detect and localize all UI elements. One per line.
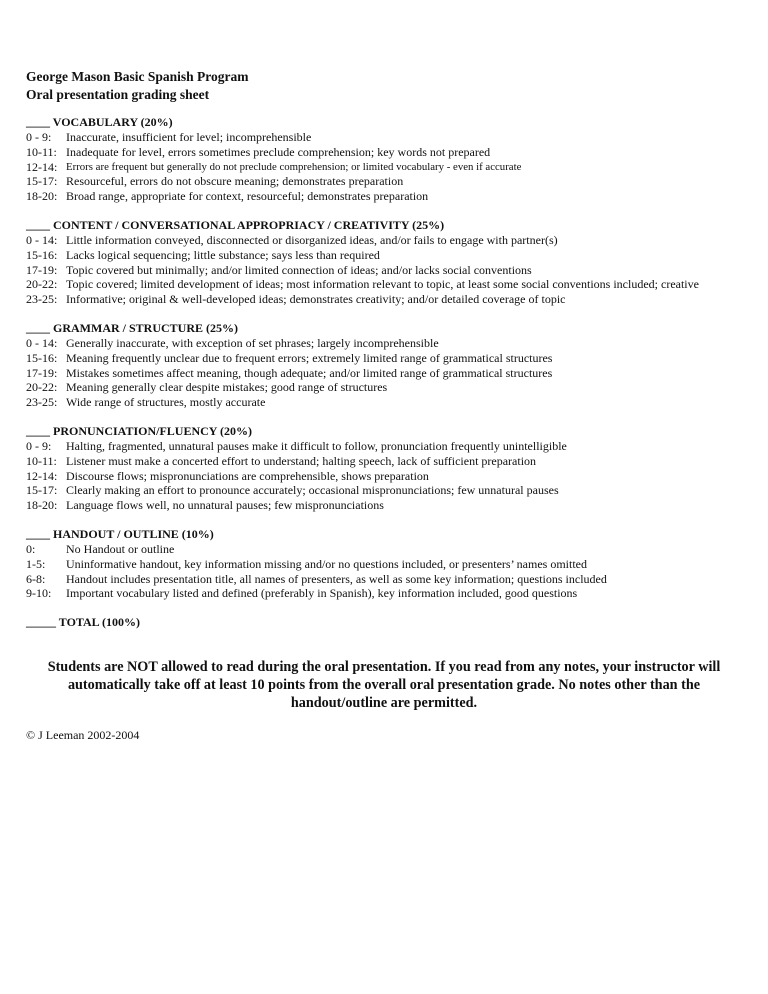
score-range: 17-19:: [26, 262, 58, 277]
criteria-row: [26, 263, 742, 278]
section-pronunciation: [26, 424, 742, 513]
criteria-text: Listener must make a concerted effort to understand; halting speech, lack of sufficient preparation: [66, 453, 537, 468]
score-range: 0 - 9:: [26, 438, 52, 453]
copyright-notice: © J Leeman 2002-2004: [26, 728, 140, 743]
criteria-text: Important vocabulary listed and defined (preferably in Spanish), key information included, good questions: [66, 586, 578, 601]
criteria-text: Resourceful, errors do not obscure meaning; demonstrates preparation: [66, 174, 404, 189]
score-range: 23-25:: [26, 292, 58, 307]
score-range: 18-20:: [26, 498, 58, 513]
criteria-row: [26, 469, 742, 484]
criteria-row: [26, 277, 742, 292]
criteria-text: Handout includes presentation title, all names of presenters, as well as some key information; questions included: [66, 571, 607, 586]
sheet-title: Oral presentation grading sheet: [26, 87, 210, 102]
score-range: 0 - 14:: [26, 232, 58, 247]
criteria-text: Mistakes sometimes affect meaning, though adequate; and/or limited range of grammatical structures: [66, 365, 553, 380]
criteria-row: [26, 483, 742, 498]
score-range: 10-11:: [26, 144, 57, 159]
score-range: 20-22:: [26, 277, 58, 292]
score-range: 12-14:: [26, 468, 58, 483]
score-range: 0:: [26, 541, 36, 556]
score-range: 9-10:: [26, 586, 52, 601]
criteria-text: Lacks logical sequencing; little substance; says less than required: [66, 247, 380, 262]
score-range: 0 - 14:: [26, 335, 58, 350]
score-range: 0 - 9:: [26, 130, 52, 144]
criteria-row: [26, 498, 742, 513]
score-range: 17-19:: [26, 365, 58, 380]
criteria-row: [26, 130, 742, 145]
criteria-row: [26, 586, 742, 601]
criteria-text: Inadequate for level, errors sometimes preclude comprehension; key words not prepared: [66, 144, 491, 159]
criteria-text: Discourse flows; mispronunciations are comprehensible, shows preparation: [66, 468, 429, 483]
criteria-row: [26, 336, 742, 351]
criteria-text: Little information conveyed, disconnected or disorganized ideas, and/or fails to engage with partner(s): [66, 232, 558, 247]
criteria-row: [26, 557, 742, 572]
criteria-text: Topic covered; limited development of ideas; most information relevant to topic, at least some social conventions included; creative: [66, 277, 699, 292]
score-range: 1-5:: [26, 556, 46, 571]
score-range: 20-22:: [26, 380, 58, 395]
criteria-row: [26, 366, 742, 381]
section-handout: [26, 527, 742, 601]
score-range: 15-16:: [26, 247, 58, 262]
criteria-text: Meaning generally clear despite mistakes; good range of structures: [66, 380, 388, 395]
criteria-row: [26, 160, 742, 175]
score-range: 15-17:: [26, 483, 58, 498]
criteria-text: Informative; original & well-developed ideas; demonstrates creativity; and/or detailed coverage of topic: [66, 292, 566, 307]
section-heading: ____ PRONUNCIATION/FLUENCY (20%): [26, 423, 252, 438]
score-range: 15-17:: [26, 174, 58, 189]
criteria-row: [26, 380, 742, 395]
section-heading: ____ CONTENT / CONVERSATIONAL APPROPRIACY / CREATIVITY (25%): [26, 217, 445, 232]
criteria-row: [26, 292, 742, 307]
score-range: 15-16:: [26, 350, 58, 365]
criteria-text: Wide range of structures, mostly accurate: [66, 395, 266, 410]
criteria-text: Meaning frequently unclear due to frequent errors; extremely limited range of grammatical structures: [66, 350, 553, 365]
criteria-row: [26, 395, 742, 410]
criteria-row: [26, 189, 742, 204]
section-vocabulary: [26, 115, 742, 204]
criteria-text: Broad range, appropriate for context, resourceful; demonstrates preparation: [66, 189, 429, 204]
criteria-text: Inaccurate, insufficient for level; incomprehensible: [66, 130, 312, 144]
criteria-row: [26, 454, 742, 469]
criteria-row: [26, 248, 742, 263]
criteria-text: No Handout or outline: [66, 541, 175, 556]
criteria-text: Language flows well, no unnatural pauses; few mispronunciations: [66, 498, 384, 513]
grading-sheet: [26, 68, 742, 743]
score-range: 10-11:: [26, 453, 57, 468]
criteria-row: [26, 572, 742, 587]
criteria-row: [26, 351, 742, 366]
section-heading: ____ GRAMMAR / STRUCTURE (25%): [26, 320, 238, 335]
criteria-text: Uninformative handout, key information missing and/or no questions included, or presenters’ names omitted: [66, 556, 588, 571]
section-heading: ____ HANDOUT / OUTLINE (10%): [26, 526, 214, 541]
section-content: [26, 218, 742, 307]
criteria-text: Clearly making an effort to pronounce accurately; occasional mispronunciations; few unnatural pauses: [66, 483, 559, 498]
section-grammar: [26, 321, 742, 410]
criteria-row: [26, 439, 742, 454]
total-line: _____ TOTAL (100%): [26, 615, 141, 630]
score-range: 6-8:: [26, 571, 46, 586]
criteria-row: [26, 542, 742, 557]
program-title: George Mason Basic Spanish Program: [26, 69, 249, 84]
section-heading: ____ VOCABULARY (20%): [26, 115, 173, 129]
criteria-row: [26, 174, 742, 189]
criteria-text: Topic covered but minimally; and/or limited connection of ideas; and/or lacks social conventions: [66, 262, 532, 277]
criteria-row: [26, 233, 742, 248]
criteria-text: Generally inaccurate, with exception of set phrases; largely incomprehensible: [66, 335, 439, 350]
score-range: 12-14:: [26, 159, 58, 174]
criteria-text: Errors are frequent but generally do not preclude comprehension; or limited vocabulary - even if accurate: [66, 160, 522, 173]
notes-policy-notice: Students are NOT allowed to read during the oral presentation. If you read from any notes, your instructor will automatically take off at least 10 points from the overall oral presentation grade. No notes other than the handout/outline are permitted.: [47, 659, 721, 712]
score-range: 18-20:: [26, 189, 58, 204]
criteria-row: [26, 145, 742, 160]
score-range: 23-25:: [26, 395, 58, 410]
criteria-text: Halting, fragmented, unnatural pauses make it difficult to follow, pronunciation frequently unintelligible: [66, 438, 567, 453]
